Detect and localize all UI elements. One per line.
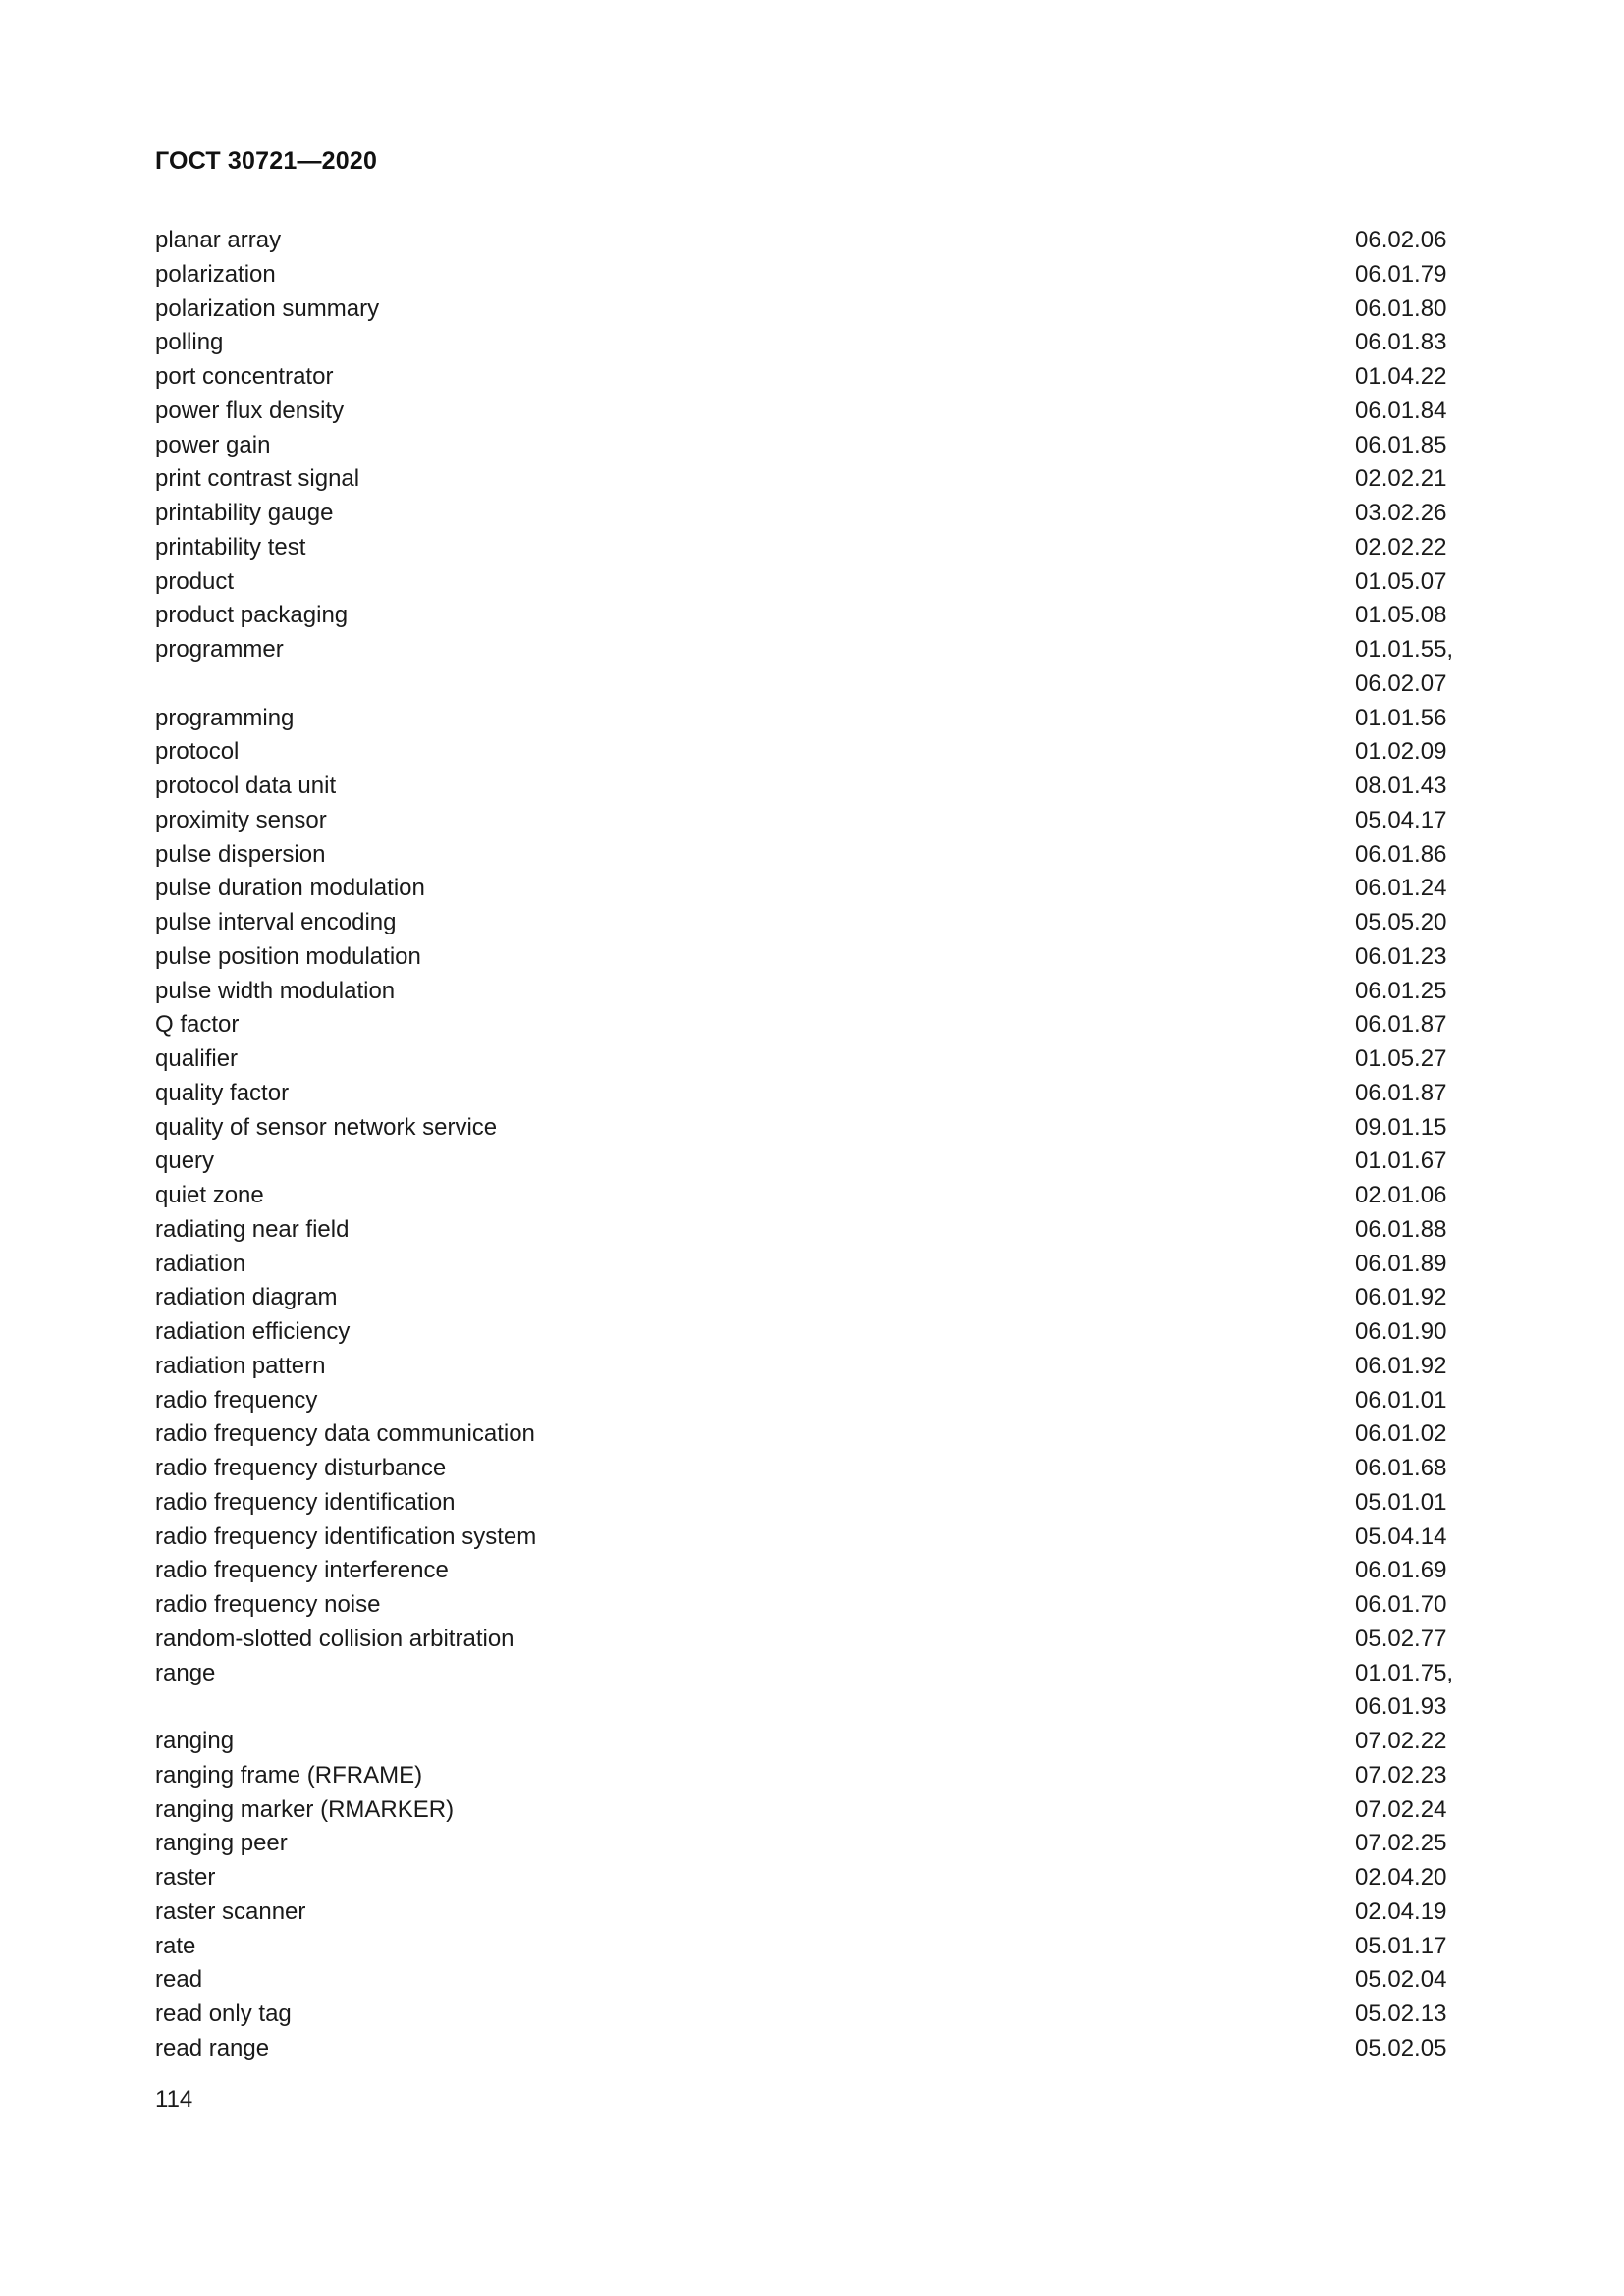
entry-term: printability test bbox=[155, 533, 306, 561]
entry-refs bbox=[1355, 804, 1465, 838]
index-entry bbox=[155, 1725, 1465, 1759]
entry-term: power gain bbox=[155, 431, 271, 458]
entry-refs bbox=[1355, 326, 1465, 360]
entry-term: programmer bbox=[155, 636, 284, 663]
index-entry bbox=[155, 1008, 1465, 1042]
entry-refs bbox=[1355, 1759, 1465, 1793]
entry-term: proximity sensor bbox=[155, 806, 327, 833]
index-entry bbox=[155, 326, 1465, 360]
entry-ref-number: 06.01.24 bbox=[1355, 875, 1447, 902]
entry-refs bbox=[1355, 1896, 1465, 1930]
index-entry bbox=[155, 1350, 1465, 1384]
entry-term: ranging frame (RFRAME) bbox=[155, 1761, 423, 1789]
entry-term: quality factor bbox=[155, 1079, 290, 1106]
entry-ref-number: 05.04.14 bbox=[1355, 1522, 1447, 1550]
entry-ref-number: 01.01.56 bbox=[1355, 704, 1447, 731]
entry-ref-number: 09.01.15 bbox=[1355, 1113, 1447, 1141]
page-number: 114 bbox=[155, 2086, 193, 2112]
index-entry bbox=[155, 1042, 1465, 1077]
entry-term: radio frequency bbox=[155, 1386, 318, 1414]
entry-term: ranging bbox=[155, 1728, 235, 1754]
index-entry bbox=[155, 872, 1465, 906]
entry-term: port concentrator bbox=[155, 363, 334, 390]
index-entry bbox=[155, 838, 1465, 873]
entry-ref-number: 06.01.89 bbox=[1355, 1250, 1447, 1277]
entry-refs bbox=[1355, 1145, 1465, 1179]
entry-refs bbox=[1355, 1588, 1465, 1623]
index-entry bbox=[155, 1554, 1465, 1588]
entry-refs bbox=[1355, 1042, 1465, 1077]
index-entry bbox=[155, 804, 1465, 838]
index-entry bbox=[155, 1793, 1465, 1828]
index-entry bbox=[155, 565, 1465, 600]
entry-ref-number: 01.05.27 bbox=[1355, 1045, 1447, 1072]
entry-refs bbox=[1355, 1827, 1465, 1861]
entry-ref-number: 05.04.17 bbox=[1355, 806, 1447, 833]
entry-ref-number: 01.01.55, bbox=[1355, 636, 1454, 663]
entry-refs bbox=[1355, 1657, 1465, 1726]
entry-ref-number: 06.01.92 bbox=[1355, 1284, 1447, 1311]
index-entry bbox=[155, 1452, 1465, 1486]
entry-term: polarization bbox=[155, 260, 276, 288]
entry-refs bbox=[1355, 1930, 1465, 1964]
index-entry bbox=[155, 1248, 1465, 1282]
entry-term: Q factor bbox=[155, 1011, 240, 1039]
entry-ref-number: 06.01.23 bbox=[1355, 942, 1447, 970]
entry-ref-number: 06.01.90 bbox=[1355, 1318, 1447, 1345]
index-entry bbox=[155, 1111, 1465, 1146]
entry-refs bbox=[1355, 258, 1465, 293]
index-entry bbox=[155, 1896, 1465, 1930]
entry-ref-number: 02.02.22 bbox=[1355, 533, 1447, 561]
index-entry bbox=[155, 975, 1465, 1009]
entry-refs bbox=[1355, 1725, 1465, 1759]
entry-term: radiating near field bbox=[155, 1215, 350, 1243]
entry-refs bbox=[1355, 2032, 1465, 2066]
entry-term: programming bbox=[155, 704, 295, 731]
index-entry bbox=[155, 1759, 1465, 1793]
entry-term: raster bbox=[155, 1864, 216, 1891]
entry-ref-number: 01.02.09 bbox=[1355, 738, 1447, 766]
index-entry bbox=[155, 531, 1465, 565]
entry-refs bbox=[1355, 1248, 1465, 1282]
entry-refs bbox=[1355, 293, 1465, 327]
entry-term: random-slotted collision arbitration bbox=[155, 1625, 514, 1652]
entry-ref-number: 01.05.07 bbox=[1355, 567, 1447, 595]
entry-term: radiation efficiency bbox=[155, 1318, 351, 1345]
entry-term: rate bbox=[155, 1932, 196, 1959]
entry-term: radio frequency identification bbox=[155, 1488, 456, 1516]
index-entry bbox=[155, 429, 1465, 463]
index-entry bbox=[155, 1384, 1465, 1418]
index-entry bbox=[155, 258, 1465, 293]
entry-ref-number: 06.01.84 bbox=[1355, 397, 1447, 424]
entry-refs bbox=[1355, 975, 1465, 1009]
document-header: ГОСТ 30721—2020 bbox=[155, 147, 378, 175]
entry-ref-number: 06.01.79 bbox=[1355, 260, 1447, 288]
entry-refs bbox=[1355, 497, 1465, 531]
entry-ref-number: 06.01.85 bbox=[1355, 431, 1447, 458]
entry-term: radiation pattern bbox=[155, 1352, 326, 1379]
entry-refs bbox=[1355, 1008, 1465, 1042]
entry-ref-number: 06.01.68 bbox=[1355, 1455, 1447, 1481]
entry-ref-number: 05.02.77 bbox=[1355, 1625, 1447, 1652]
index-entry bbox=[155, 1827, 1465, 1861]
entry-refs bbox=[1355, 633, 1465, 702]
entry-ref-number: 07.02.24 bbox=[1355, 1795, 1447, 1823]
entry-refs bbox=[1355, 565, 1465, 600]
entry-ref-number: 01.01.67 bbox=[1355, 1148, 1447, 1175]
entry-ref-number: 06.01.69 bbox=[1355, 1557, 1447, 1584]
entry-ref-number: 06.01.25 bbox=[1355, 977, 1447, 1004]
entry-ref-number: 07.02.22 bbox=[1355, 1728, 1447, 1754]
entry-term: pulse interval encoding bbox=[155, 909, 397, 935]
entry-refs bbox=[1355, 599, 1465, 633]
entry-ref-number: 06.01.02 bbox=[1355, 1420, 1447, 1448]
index-entry bbox=[155, 1521, 1465, 1555]
entry-term: planar array bbox=[155, 227, 282, 253]
entry-refs bbox=[1355, 1793, 1465, 1828]
entry-ref-number: 05.02.05 bbox=[1355, 2034, 1447, 2061]
entry-ref-number: 08.01.43 bbox=[1355, 773, 1447, 799]
entry-term: quality of sensor network service bbox=[155, 1113, 498, 1141]
entry-ref-number: 07.02.25 bbox=[1355, 1830, 1447, 1857]
index-entry bbox=[155, 360, 1465, 395]
entry-term: pulse dispersion bbox=[155, 840, 326, 868]
entry-term: query bbox=[155, 1148, 215, 1175]
index-entry bbox=[155, 1623, 1465, 1657]
entry-term: print contrast signal bbox=[155, 465, 360, 493]
index-entry bbox=[155, 1588, 1465, 1623]
entry-term: read range bbox=[155, 2034, 270, 2061]
entry-term: radiation diagram bbox=[155, 1284, 338, 1311]
entry-refs bbox=[1355, 1521, 1465, 1555]
entry-term: power flux density bbox=[155, 397, 345, 424]
entry-term: radiation bbox=[155, 1250, 246, 1277]
entry-term: quiet zone bbox=[155, 1182, 264, 1208]
index-entry bbox=[155, 633, 1465, 702]
entry-refs bbox=[1355, 1384, 1465, 1418]
entry-term: polling bbox=[155, 329, 224, 356]
entry-term: protocol bbox=[155, 738, 240, 766]
index-entry bbox=[155, 906, 1465, 940]
entry-refs bbox=[1355, 1554, 1465, 1588]
entry-term: pulse position modulation bbox=[155, 942, 421, 970]
entry-term: radio frequency interference bbox=[155, 1557, 449, 1584]
index-entry bbox=[155, 1315, 1465, 1350]
entry-ref-number: 06.01.93 bbox=[1355, 1693, 1447, 1721]
entry-term: read only tag bbox=[155, 2001, 292, 2027]
entry-ref-number: 06.01.01 bbox=[1355, 1386, 1447, 1414]
entry-ref-number: 05.02.04 bbox=[1355, 1966, 1447, 1994]
entry-ref-number: 06.01.70 bbox=[1355, 1591, 1447, 1618]
entry-refs bbox=[1355, 940, 1465, 975]
entry-ref-number: 01.04.22 bbox=[1355, 363, 1447, 390]
term-index-list bbox=[155, 224, 1465, 2066]
entry-refs bbox=[1355, 735, 1465, 770]
index-entry bbox=[155, 293, 1465, 327]
index-entry bbox=[155, 735, 1465, 770]
index-entry bbox=[155, 1861, 1465, 1896]
entry-ref-number: 06.02.06 bbox=[1355, 227, 1447, 253]
entry-ref-number: 05.05.20 bbox=[1355, 909, 1447, 935]
entry-ref-number: 05.02.13 bbox=[1355, 2001, 1447, 2027]
index-entry bbox=[155, 1281, 1465, 1315]
index-entry bbox=[155, 1179, 1465, 1213]
entry-ref-number: 06.01.80 bbox=[1355, 294, 1447, 322]
entry-refs bbox=[1355, 1213, 1465, 1248]
entry-ref-number: 06.01.87 bbox=[1355, 1011, 1447, 1039]
entry-ref-number: 06.01.86 bbox=[1355, 840, 1447, 868]
index-entry bbox=[155, 1930, 1465, 1964]
entry-refs bbox=[1355, 838, 1465, 873]
entry-refs bbox=[1355, 1486, 1465, 1521]
entry-ref-number: 06.01.83 bbox=[1355, 329, 1447, 356]
entry-term: pulse width modulation bbox=[155, 977, 396, 1004]
entry-refs bbox=[1355, 462, 1465, 497]
entry-term: product packaging bbox=[155, 602, 349, 629]
entry-ref-number: 03.02.26 bbox=[1355, 500, 1447, 526]
index-entry bbox=[155, 599, 1465, 633]
entry-term: radio frequency data communication bbox=[155, 1420, 535, 1448]
index-entry bbox=[155, 1145, 1465, 1179]
entry-ref-number: 05.01.17 bbox=[1355, 1932, 1447, 1959]
entry-refs bbox=[1355, 1281, 1465, 1315]
entry-term: radio frequency identification system bbox=[155, 1522, 537, 1550]
index-entry bbox=[155, 1657, 1465, 1726]
entry-refs bbox=[1355, 1111, 1465, 1146]
entry-ref-number: 02.04.19 bbox=[1355, 1897, 1447, 1925]
entry-refs bbox=[1355, 1623, 1465, 1657]
entry-term: protocol data unit bbox=[155, 773, 337, 799]
entry-refs bbox=[1355, 1077, 1465, 1111]
entry-ref-number: 01.01.75, bbox=[1355, 1659, 1454, 1686]
entry-refs bbox=[1355, 702, 1465, 736]
entry-refs bbox=[1355, 770, 1465, 804]
entry-ref-number: 06.01.87 bbox=[1355, 1079, 1447, 1106]
entry-ref-number: 02.01.06 bbox=[1355, 1182, 1447, 1208]
entry-term: polarization summary bbox=[155, 294, 380, 322]
index-entry bbox=[155, 1417, 1465, 1452]
entry-refs bbox=[1355, 1998, 1465, 2032]
entry-refs bbox=[1355, 1963, 1465, 1998]
entry-term: product bbox=[155, 567, 235, 595]
index-entry bbox=[155, 395, 1465, 429]
entry-ref-number: 05.01.01 bbox=[1355, 1488, 1447, 1516]
entry-term: pulse duration modulation bbox=[155, 875, 425, 902]
entry-refs bbox=[1355, 1315, 1465, 1350]
index-entry bbox=[155, 1998, 1465, 2032]
entry-term: read bbox=[155, 1966, 203, 1994]
entry-term: range bbox=[155, 1659, 216, 1686]
index-entry bbox=[155, 1963, 1465, 1998]
entry-ref-number: 07.02.23 bbox=[1355, 1761, 1447, 1789]
index-entry bbox=[155, 940, 1465, 975]
entry-term: radio frequency noise bbox=[155, 1591, 381, 1618]
index-entry bbox=[155, 1077, 1465, 1111]
entry-refs bbox=[1355, 531, 1465, 565]
entry-ref-number: 06.01.92 bbox=[1355, 1352, 1447, 1379]
index-entry bbox=[155, 497, 1465, 531]
entry-refs bbox=[1355, 429, 1465, 463]
entry-term: raster scanner bbox=[155, 1897, 306, 1925]
entry-refs bbox=[1355, 906, 1465, 940]
entry-ref-number: 01.05.08 bbox=[1355, 602, 1447, 629]
index-entry bbox=[155, 702, 1465, 736]
entry-refs bbox=[1355, 224, 1465, 258]
entry-refs bbox=[1355, 1861, 1465, 1896]
entry-ref-number: 06.01.88 bbox=[1355, 1215, 1447, 1243]
entry-term: radio frequency disturbance bbox=[155, 1455, 447, 1481]
entry-refs bbox=[1355, 872, 1465, 906]
entry-refs bbox=[1355, 1417, 1465, 1452]
entry-refs bbox=[1355, 395, 1465, 429]
entry-refs bbox=[1355, 1350, 1465, 1384]
entry-refs bbox=[1355, 1452, 1465, 1486]
entry-ref-number: 02.02.21 bbox=[1355, 465, 1447, 493]
entry-term: qualifier bbox=[155, 1045, 239, 1072]
index-entry bbox=[155, 1486, 1465, 1521]
entry-term: ranging marker (RMARKER) bbox=[155, 1795, 455, 1823]
entry-term: printability gauge bbox=[155, 500, 334, 526]
index-entry bbox=[155, 770, 1465, 804]
index-entry bbox=[155, 462, 1465, 497]
entry-term: ranging peer bbox=[155, 1830, 288, 1857]
entry-refs bbox=[1355, 360, 1465, 395]
index-entry bbox=[155, 224, 1465, 258]
index-entry bbox=[155, 2032, 1465, 2066]
index-entry bbox=[155, 1213, 1465, 1248]
entry-ref-number: 06.02.07 bbox=[1355, 669, 1447, 697]
entry-ref-number: 02.04.20 bbox=[1355, 1864, 1447, 1891]
entry-refs bbox=[1355, 1179, 1465, 1213]
